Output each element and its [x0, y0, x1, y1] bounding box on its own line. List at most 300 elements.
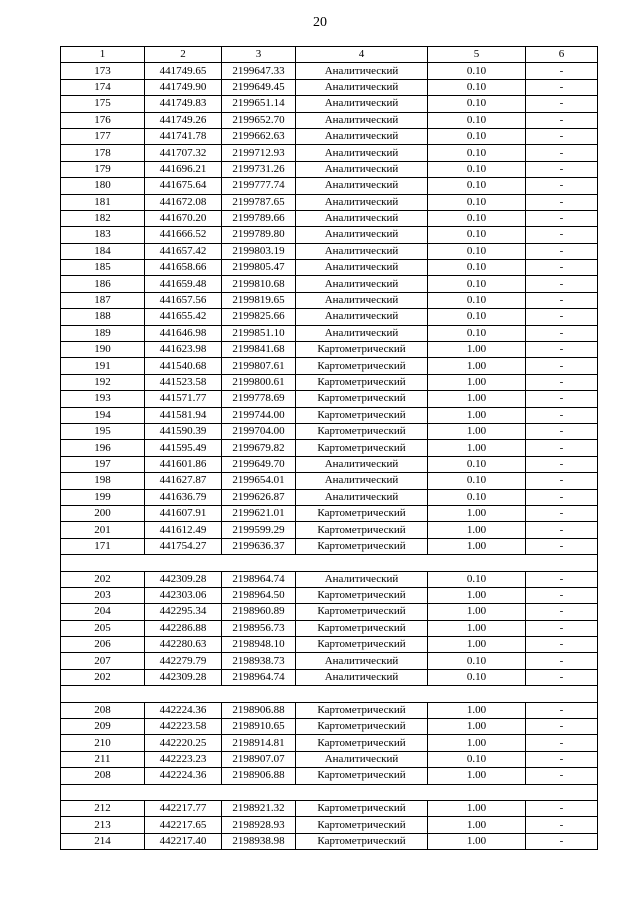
- cell-x-coordinate: 442217.65: [145, 817, 222, 833]
- cell-y-coordinate: 2199819.65: [222, 292, 296, 308]
- cell-point-number: 202: [61, 571, 145, 587]
- cell-accuracy: 0.10: [428, 456, 526, 472]
- cell-point-number: 199: [61, 489, 145, 505]
- table-row: [61, 735, 598, 751]
- cell-note: -: [526, 473, 598, 489]
- cell-x-coordinate: 441707.32: [145, 145, 222, 161]
- cell-method: Аналитический: [296, 227, 428, 243]
- cell-point-number: 203: [61, 587, 145, 603]
- cell-accuracy: 0.10: [428, 79, 526, 95]
- cell-y-coordinate: 2198914.81: [222, 735, 296, 751]
- cell-method: Картометрический: [296, 768, 428, 784]
- cell-accuracy: 0.10: [428, 161, 526, 177]
- table-row: [61, 817, 598, 833]
- cell-y-coordinate: 2198938.98: [222, 833, 296, 849]
- cell-x-coordinate: 441657.56: [145, 292, 222, 308]
- cell-accuracy: 1.00: [428, 719, 526, 735]
- cell-accuracy: 1.00: [428, 505, 526, 521]
- cell-accuracy: 1.00: [428, 423, 526, 439]
- cell-note: -: [526, 407, 598, 423]
- table-row: [61, 260, 598, 276]
- cell-note: -: [526, 391, 598, 407]
- cell-note: -: [526, 505, 598, 521]
- cell-accuracy: 0.10: [428, 210, 526, 226]
- cell-accuracy: 1.00: [428, 735, 526, 751]
- table-row: [61, 161, 598, 177]
- cell-x-coordinate: 441595.49: [145, 440, 222, 456]
- cell-accuracy: 0.10: [428, 571, 526, 587]
- cell-note: -: [526, 243, 598, 259]
- cell-note: -: [526, 669, 598, 685]
- cell-point-number: 209: [61, 719, 145, 735]
- cell-note: -: [526, 587, 598, 603]
- cell-method: Аналитический: [296, 161, 428, 177]
- cell-note: -: [526, 702, 598, 718]
- cell-x-coordinate: 442280.63: [145, 637, 222, 653]
- cell-x-coordinate: 441612.49: [145, 522, 222, 538]
- cell-note: -: [526, 358, 598, 374]
- cell-y-coordinate: 2199731.26: [222, 161, 296, 177]
- cell-note: -: [526, 96, 598, 112]
- cell-point-number: 198: [61, 473, 145, 489]
- cell-method: Картометрический: [296, 522, 428, 538]
- cell-y-coordinate: 2199654.01: [222, 473, 296, 489]
- cell-y-coordinate: 2199704.00: [222, 423, 296, 439]
- cell-x-coordinate: 441749.83: [145, 96, 222, 112]
- cell-y-coordinate: 2199787.65: [222, 194, 296, 210]
- cell-accuracy: 1.00: [428, 817, 526, 833]
- cell-accuracy: 0.10: [428, 243, 526, 259]
- cell-x-coordinate: 442303.06: [145, 587, 222, 603]
- cell-method: Аналитический: [296, 194, 428, 210]
- table-row: [61, 243, 598, 259]
- cell-point-number: 171: [61, 538, 145, 554]
- cell-note: -: [526, 637, 598, 653]
- cell-note: -: [526, 456, 598, 472]
- cell-method: Картометрический: [296, 587, 428, 603]
- cell-y-coordinate: 2199649.70: [222, 456, 296, 472]
- cell-point-number: 213: [61, 817, 145, 833]
- cell-x-coordinate: 442286.88: [145, 620, 222, 636]
- cell-y-coordinate: 2198938.73: [222, 653, 296, 669]
- cell-note: -: [526, 522, 598, 538]
- cell-method: Аналитический: [296, 751, 428, 767]
- cell-y-coordinate: 2198921.32: [222, 800, 296, 816]
- cell-y-coordinate: 2198906.88: [222, 768, 296, 784]
- table-row: [61, 227, 598, 243]
- table-header-row: [61, 47, 598, 63]
- table-row: [61, 505, 598, 521]
- cell-note: -: [526, 423, 598, 439]
- cell-y-coordinate: 2199599.29: [222, 522, 296, 538]
- cell-method: Аналитический: [296, 260, 428, 276]
- cell-point-number: 195: [61, 423, 145, 439]
- header-cell-6: 6: [526, 47, 598, 63]
- cell-point-number: 204: [61, 604, 145, 620]
- cell-x-coordinate: 441741.78: [145, 128, 222, 144]
- cell-x-coordinate: 441666.52: [145, 227, 222, 243]
- cell-x-coordinate: 442309.28: [145, 571, 222, 587]
- cell-point-number: 190: [61, 342, 145, 358]
- cell-note: -: [526, 653, 598, 669]
- cell-x-coordinate: 442223.23: [145, 751, 222, 767]
- cell-y-coordinate: 2199841.68: [222, 342, 296, 358]
- header-cell-5: 5: [428, 47, 526, 63]
- cell-x-coordinate: 441571.77: [145, 391, 222, 407]
- cell-point-number: 206: [61, 637, 145, 653]
- cell-y-coordinate: 2199807.61: [222, 358, 296, 374]
- cell-note: -: [526, 194, 598, 210]
- cell-method: Картометрический: [296, 391, 428, 407]
- table-row: [61, 571, 598, 587]
- cell-point-number: 173: [61, 63, 145, 79]
- cell-y-coordinate: 2199636.37: [222, 538, 296, 554]
- cell-note: -: [526, 112, 598, 128]
- cell-y-coordinate: 2198956.73: [222, 620, 296, 636]
- cell-point-number: 174: [61, 79, 145, 95]
- cell-point-number: 192: [61, 374, 145, 390]
- cell-accuracy: 1.00: [428, 342, 526, 358]
- table-row: [61, 342, 598, 358]
- cell-accuracy: 0.10: [428, 489, 526, 505]
- header-cell-2: 2: [145, 47, 222, 63]
- cell-method: Аналитический: [296, 653, 428, 669]
- cell-y-coordinate: 2198964.74: [222, 669, 296, 685]
- cell-point-number: 211: [61, 751, 145, 767]
- cell-point-number: 212: [61, 800, 145, 816]
- cell-y-coordinate: 2198928.93: [222, 817, 296, 833]
- cell-x-coordinate: 441696.21: [145, 161, 222, 177]
- cell-method: Картометрический: [296, 538, 428, 554]
- cell-method: Аналитический: [296, 571, 428, 587]
- cell-accuracy: 0.10: [428, 325, 526, 341]
- cell-note: -: [526, 325, 598, 341]
- cell-method: Аналитический: [296, 178, 428, 194]
- cell-note: -: [526, 620, 598, 636]
- cell-note: -: [526, 440, 598, 456]
- cell-accuracy: 1.00: [428, 440, 526, 456]
- cell-point-number: 208: [61, 702, 145, 718]
- cell-y-coordinate: 2199621.01: [222, 505, 296, 521]
- cell-method: Картометрический: [296, 800, 428, 816]
- cell-note: -: [526, 79, 598, 95]
- cell-x-coordinate: 441672.08: [145, 194, 222, 210]
- cell-point-number: 197: [61, 456, 145, 472]
- cell-method: Аналитический: [296, 63, 428, 79]
- cell-method: Картометрический: [296, 833, 428, 849]
- cell-y-coordinate: 2199851.10: [222, 325, 296, 341]
- cell-x-coordinate: 442295.34: [145, 604, 222, 620]
- cell-point-number: 186: [61, 276, 145, 292]
- cell-note: -: [526, 145, 598, 161]
- cell-point-number: 185: [61, 260, 145, 276]
- table-row: [61, 719, 598, 735]
- cell-accuracy: 1.00: [428, 407, 526, 423]
- cell-accuracy: 1.00: [428, 604, 526, 620]
- cell-x-coordinate: 441540.68: [145, 358, 222, 374]
- cell-method: Аналитический: [296, 456, 428, 472]
- cell-x-coordinate: 441623.98: [145, 342, 222, 358]
- cell-method: Аналитический: [296, 489, 428, 505]
- table-row-separator: [61, 686, 598, 702]
- cell-note: -: [526, 309, 598, 325]
- cell-point-number: 214: [61, 833, 145, 849]
- cell-accuracy: 0.10: [428, 227, 526, 243]
- cell-method: Аналитический: [296, 325, 428, 341]
- cell-x-coordinate: 441670.20: [145, 210, 222, 226]
- cell-point-number: 205: [61, 620, 145, 636]
- separator-cell: [61, 784, 598, 800]
- cell-point-number: 179: [61, 161, 145, 177]
- cell-y-coordinate: 2199803.19: [222, 243, 296, 259]
- cell-accuracy: 0.10: [428, 96, 526, 112]
- header-cell-1: 1: [61, 47, 145, 63]
- cell-accuracy: 0.10: [428, 669, 526, 685]
- cell-method: Картометрический: [296, 358, 428, 374]
- cell-method: Аналитический: [296, 292, 428, 308]
- cell-note: -: [526, 800, 598, 816]
- table-row: [61, 620, 598, 636]
- cell-point-number: 177: [61, 128, 145, 144]
- table-row: [61, 669, 598, 685]
- cell-point-number: 181: [61, 194, 145, 210]
- cell-x-coordinate: 441607.91: [145, 505, 222, 521]
- cell-accuracy: 1.00: [428, 768, 526, 784]
- cell-method: Картометрический: [296, 505, 428, 521]
- cell-point-number: 196: [61, 440, 145, 456]
- cell-y-coordinate: 2199647.33: [222, 63, 296, 79]
- cell-method: Аналитический: [296, 276, 428, 292]
- table-row: [61, 178, 598, 194]
- cell-point-number: 182: [61, 210, 145, 226]
- cell-accuracy: 0.10: [428, 260, 526, 276]
- header-cell-3: 3: [222, 47, 296, 63]
- table-row: [61, 63, 598, 79]
- separator-cell: [61, 555, 598, 571]
- cell-x-coordinate: 441655.42: [145, 309, 222, 325]
- table-row: [61, 292, 598, 308]
- cell-x-coordinate: 442220.25: [145, 735, 222, 751]
- cell-point-number: 193: [61, 391, 145, 407]
- cell-accuracy: 0.10: [428, 473, 526, 489]
- cell-y-coordinate: 2198906.88: [222, 702, 296, 718]
- cell-accuracy: 0.10: [428, 128, 526, 144]
- cell-y-coordinate: 2198960.89: [222, 604, 296, 620]
- cell-y-coordinate: 2199662.63: [222, 128, 296, 144]
- cell-method: Картометрический: [296, 719, 428, 735]
- cell-note: -: [526, 374, 598, 390]
- cell-note: -: [526, 604, 598, 620]
- cell-y-coordinate: 2199651.14: [222, 96, 296, 112]
- cell-accuracy: 0.10: [428, 194, 526, 210]
- cell-note: -: [526, 161, 598, 177]
- cell-accuracy: 0.10: [428, 292, 526, 308]
- table-row: [61, 800, 598, 816]
- cell-method: Аналитический: [296, 473, 428, 489]
- cell-accuracy: 1.00: [428, 358, 526, 374]
- table-row: [61, 423, 598, 439]
- cell-point-number: 200: [61, 505, 145, 521]
- cell-method: Аналитический: [296, 96, 428, 112]
- cell-accuracy: 0.10: [428, 145, 526, 161]
- cell-y-coordinate: 2199652.70: [222, 112, 296, 128]
- cell-note: -: [526, 735, 598, 751]
- header-cell-4: 4: [296, 47, 428, 63]
- cell-y-coordinate: 2199712.93: [222, 145, 296, 161]
- cell-x-coordinate: 442217.77: [145, 800, 222, 816]
- cell-point-number: 188: [61, 309, 145, 325]
- cell-y-coordinate: 2199777.74: [222, 178, 296, 194]
- cell-accuracy: 1.00: [428, 702, 526, 718]
- table-row: [61, 96, 598, 112]
- cell-method: Аналитический: [296, 243, 428, 259]
- cell-method: Аналитический: [296, 128, 428, 144]
- cell-x-coordinate: 442223.58: [145, 719, 222, 735]
- table-row: [61, 325, 598, 341]
- cell-method: Аналитический: [296, 309, 428, 325]
- cell-x-coordinate: 441754.27: [145, 538, 222, 554]
- cell-x-coordinate: 441749.65: [145, 63, 222, 79]
- cell-y-coordinate: 2199744.00: [222, 407, 296, 423]
- table-row-separator: [61, 784, 598, 800]
- table-row: [61, 309, 598, 325]
- table-row: [61, 374, 598, 390]
- cell-note: -: [526, 751, 598, 767]
- cell-note: -: [526, 833, 598, 849]
- cell-point-number: 178: [61, 145, 145, 161]
- table-row: [61, 145, 598, 161]
- cell-y-coordinate: 2198907.07: [222, 751, 296, 767]
- separator-cell: [61, 686, 598, 702]
- table-row: [61, 440, 598, 456]
- cell-accuracy: 1.00: [428, 538, 526, 554]
- cell-x-coordinate: 441658.66: [145, 260, 222, 276]
- cell-accuracy: 0.10: [428, 112, 526, 128]
- page-number: 20: [313, 15, 327, 30]
- table-row: [61, 538, 598, 554]
- cell-x-coordinate: 441749.26: [145, 112, 222, 128]
- cell-point-number: 202: [61, 669, 145, 685]
- cell-point-number: 189: [61, 325, 145, 341]
- table-row: [61, 128, 598, 144]
- cell-accuracy: 0.10: [428, 751, 526, 767]
- cell-y-coordinate: 2198948.10: [222, 637, 296, 653]
- cell-x-coordinate: 441581.94: [145, 407, 222, 423]
- cell-point-number: 207: [61, 653, 145, 669]
- cell-x-coordinate: 442309.28: [145, 669, 222, 685]
- cell-method: Аналитический: [296, 210, 428, 226]
- cell-method: Картометрический: [296, 407, 428, 423]
- cell-x-coordinate: 442224.36: [145, 768, 222, 784]
- cell-method: Картометрический: [296, 440, 428, 456]
- cell-note: -: [526, 538, 598, 554]
- cell-y-coordinate: 2199778.69: [222, 391, 296, 407]
- cell-note: -: [526, 817, 598, 833]
- cell-note: -: [526, 768, 598, 784]
- cell-note: -: [526, 342, 598, 358]
- cell-note: -: [526, 178, 598, 194]
- cell-point-number: 175: [61, 96, 145, 112]
- cell-accuracy: 1.00: [428, 391, 526, 407]
- cell-x-coordinate: 441523.58: [145, 374, 222, 390]
- cell-y-coordinate: 2198964.74: [222, 571, 296, 587]
- cell-x-coordinate: 441646.98: [145, 325, 222, 341]
- cell-point-number: 176: [61, 112, 145, 128]
- cell-y-coordinate: 2198910.65: [222, 719, 296, 735]
- cell-point-number: 194: [61, 407, 145, 423]
- cell-y-coordinate: 2199825.66: [222, 309, 296, 325]
- table-row: [61, 210, 598, 226]
- cell-method: Картометрический: [296, 735, 428, 751]
- cell-x-coordinate: 441590.39: [145, 423, 222, 439]
- table-row: [61, 604, 598, 620]
- table-row: [61, 522, 598, 538]
- table-row: [61, 637, 598, 653]
- cell-point-number: 201: [61, 522, 145, 538]
- table-row: [61, 112, 598, 128]
- cell-accuracy: 0.10: [428, 309, 526, 325]
- cell-method: Картометрический: [296, 423, 428, 439]
- table-row: [61, 653, 598, 669]
- cell-accuracy: 1.00: [428, 833, 526, 849]
- cell-x-coordinate: 441627.87: [145, 473, 222, 489]
- table-row: [61, 587, 598, 603]
- cell-accuracy: 1.00: [428, 522, 526, 538]
- table-row: [61, 276, 598, 292]
- cell-method: Аналитический: [296, 112, 428, 128]
- table-row: [61, 194, 598, 210]
- cell-point-number: 191: [61, 358, 145, 374]
- table-body: [61, 63, 598, 850]
- cell-accuracy: 1.00: [428, 800, 526, 816]
- cell-accuracy: 1.00: [428, 637, 526, 653]
- cell-y-coordinate: 2198964.50: [222, 587, 296, 603]
- cell-note: -: [526, 210, 598, 226]
- cell-x-coordinate: 442217.40: [145, 833, 222, 849]
- table-row: [61, 79, 598, 95]
- table-row: [61, 702, 598, 718]
- cell-note: -: [526, 260, 598, 276]
- table-row: [61, 833, 598, 849]
- table-row: [61, 751, 598, 767]
- table-row-separator: [61, 555, 598, 571]
- cell-accuracy: 1.00: [428, 587, 526, 603]
- cell-x-coordinate: 442279.79: [145, 653, 222, 669]
- cell-method: Картометрический: [296, 342, 428, 358]
- table-row: [61, 768, 598, 784]
- cell-method: Картометрический: [296, 604, 428, 620]
- table-row: [61, 358, 598, 374]
- cell-note: -: [526, 571, 598, 587]
- cell-point-number: 183: [61, 227, 145, 243]
- table-row: [61, 473, 598, 489]
- cell-note: -: [526, 128, 598, 144]
- cell-method: Картометрический: [296, 817, 428, 833]
- cell-method: Картометрический: [296, 620, 428, 636]
- cell-y-coordinate: 2199800.61: [222, 374, 296, 390]
- table-row: [61, 391, 598, 407]
- cell-x-coordinate: 441636.79: [145, 489, 222, 505]
- cell-method: Аналитический: [296, 669, 428, 685]
- table-row: [61, 456, 598, 472]
- cell-point-number: 184: [61, 243, 145, 259]
- cell-point-number: 210: [61, 735, 145, 751]
- cell-y-coordinate: 2199679.82: [222, 440, 296, 456]
- cell-note: -: [526, 719, 598, 735]
- cell-accuracy: 0.10: [428, 276, 526, 292]
- cell-x-coordinate: 441657.42: [145, 243, 222, 259]
- table-row: [61, 407, 598, 423]
